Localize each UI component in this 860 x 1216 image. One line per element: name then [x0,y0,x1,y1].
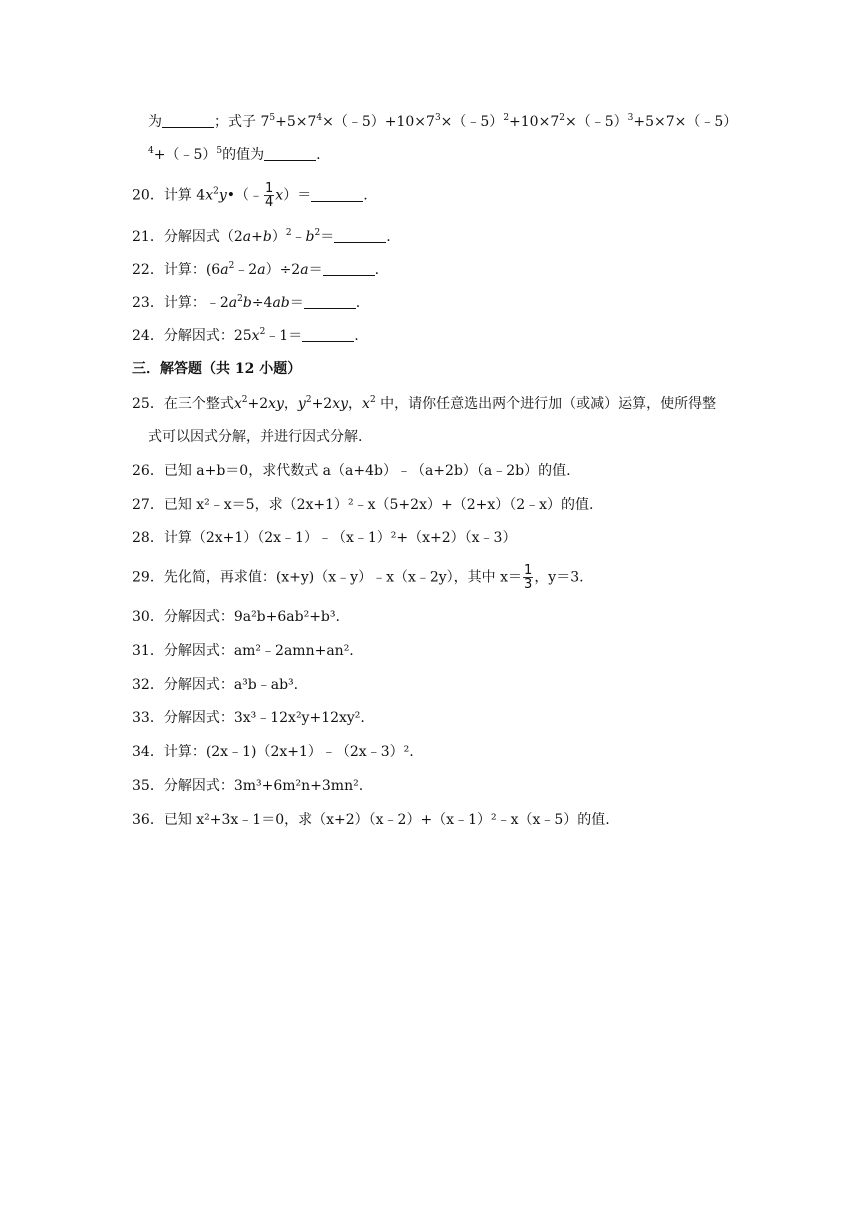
question-24: 24．分解因式：$25x^2﹣1=$ . [132,327,359,344]
question-32: 32．分解因式：a³b﹣ab³. [132,677,299,693]
question-21: 21．分解因式$(2a+b)^2﹣b^2=$ . [132,228,391,245]
question-25-continued: 式可以因式分解，并进行因式分解. [148,429,363,445]
question-26: 26．已知 a+b＝0，求代数式 a（a+4b）﹣（a+2b）（a﹣2b）的值. [132,463,571,479]
answer-blank [162,115,214,128]
question-30: 30．分解因式：9a²b+6ab²+b³. [132,609,340,625]
question-22: 22．计算：$(6a^2﹣2a)\div 2a=$ . [132,261,380,278]
question-31: 31．分解因式：am²﹣2amn+an². [132,643,354,659]
q19-line-1: 为 ；式子 $7^5+5\times 7^4\times(﹣5)+10\times 7^3\times(﹣5)^2+10\times 7^2\times(﹣5)^3+5\times 7\times(﹣5)$ [148,113,738,130]
question-27: 27．已知 x²﹣x＝5，求（2x+1）²﹣x（5+2x）+（2+x）（2﹣x）的值. [132,497,594,513]
answer-blank [264,148,316,161]
fraction: $\frac{1}{4}$ [265,181,274,210]
answer-blank [304,296,356,309]
answer-blank [323,263,375,276]
fraction: $\frac{1}{3}$ [524,563,533,592]
question-29: 29．先化简，再求值：(x+y)（x﹣y）﹣x（x﹣2y），其中 x＝ $\frac{1}{3}$ ，y＝3. [132,563,584,592]
question-34: 34．计算：(2x﹣1)（2x+1）﹣（2x﹣3）². [132,744,414,760]
answer-blank [311,189,363,202]
section-heading: 三．解答题（共 12 小题） [132,361,302,377]
question-35: 35．分解因式：3m³+6m²n+3mn². [132,778,364,794]
answer-blank [334,230,386,243]
question-36: 36．已知 x²+3x﹣1＝0，求（x+2）（x﹣2）+（x﹣1）²﹣x（x﹣5）的值. [132,812,610,828]
question-25: 25．在三个整式$x^2+2xy$，$y^2+2xy$，$x^2$ 中，请你任意选出两个进行加（或减）运算，使所得整 [132,395,717,412]
answer-blank [302,329,354,342]
question-23: 23．计算：$﹣2a^2b\div 4ab=$ . [132,294,361,311]
question-33: 33．分解因式：3x³﹣12x²y+12xy². [132,710,365,726]
question-28: 28．计算（2x+1）（2x﹣1）﹣（x﹣1）²+（x+2）（x﹣3） [132,530,517,546]
q19-line-2: $^4$+（﹣5）$^5$的值为 . [148,146,321,163]
question-20: 20．计算 $4x^2y•(﹣$ $\frac{1}{4}$ x）＝ . [132,181,368,210]
